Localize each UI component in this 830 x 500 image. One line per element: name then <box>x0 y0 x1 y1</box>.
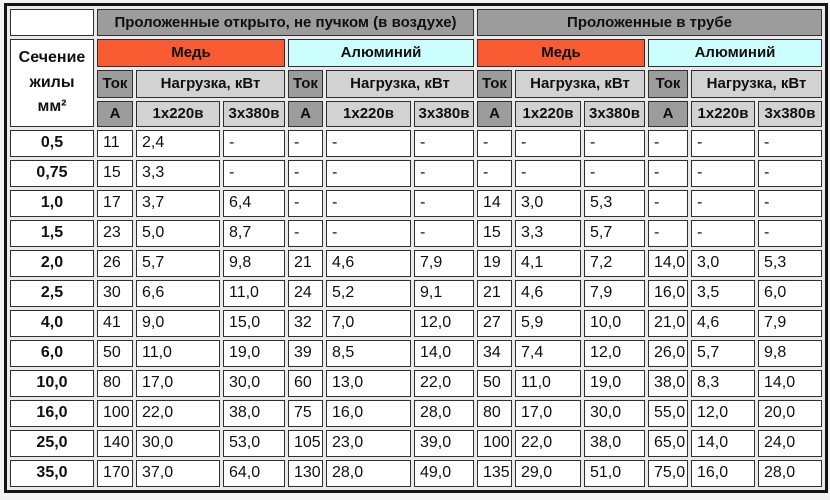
value-cell: 7,9 <box>758 310 822 337</box>
amp-unit-header: А <box>477 101 512 127</box>
value-cell: 14,0 <box>691 430 755 457</box>
value-cell: 2,4 <box>136 130 220 157</box>
value-cell: 6,4 <box>223 190 285 217</box>
value-cell: 12,0 <box>691 400 755 427</box>
value-cell: 30,0 <box>584 400 645 427</box>
table-header <box>10 9 822 127</box>
value-cell: 15,0 <box>223 310 285 337</box>
value-cell: 60 <box>288 370 323 397</box>
value-cell: 4,6 <box>691 310 755 337</box>
current-header: Ток <box>477 70 512 98</box>
value-cell: - <box>758 220 822 247</box>
value-cell: 3,3 <box>136 160 220 187</box>
value-cell: - <box>223 160 285 187</box>
section-cell: 0,5 <box>10 130 94 157</box>
v220-unit-header: 1х220в <box>136 101 220 127</box>
section-cell: 25,0 <box>10 430 94 457</box>
value-cell: 32 <box>288 310 323 337</box>
table-row <box>10 130 822 157</box>
value-cell: 26 <box>97 250 133 277</box>
value-cell: 5,7 <box>136 250 220 277</box>
value-cell: 75 <box>288 400 323 427</box>
value-cell: - <box>584 130 645 157</box>
value-cell: 5,0 <box>136 220 220 247</box>
amp-unit-header: А <box>288 101 323 127</box>
v380-unit-header: 3х380в <box>223 101 285 127</box>
value-cell: 7,9 <box>414 250 474 277</box>
value-cell: 4,1 <box>515 250 581 277</box>
section-cell: 0,75 <box>10 160 94 187</box>
value-cell: 12,0 <box>414 310 474 337</box>
value-cell: - <box>691 160 755 187</box>
value-cell: - <box>288 190 323 217</box>
value-cell: 11 <box>97 130 133 157</box>
value-cell: 21 <box>288 250 323 277</box>
section-cell: 35,0 <box>10 460 94 487</box>
value-cell: 65,0 <box>648 430 688 457</box>
value-cell: 28,0 <box>758 460 822 487</box>
value-cell: 5,7 <box>584 220 645 247</box>
value-cell: - <box>515 130 581 157</box>
value-cell: 5,7 <box>691 340 755 367</box>
value-cell: 21 <box>477 280 512 307</box>
value-cell: - <box>648 130 688 157</box>
value-cell: 12,0 <box>584 340 645 367</box>
material-header-row <box>10 39 822 67</box>
value-cell: 16,0 <box>326 400 411 427</box>
value-cell: 16,0 <box>648 280 688 307</box>
value-cell: 5,3 <box>758 250 822 277</box>
value-cell: 49,0 <box>414 460 474 487</box>
value-cell: 27 <box>477 310 512 337</box>
corner-empty-cell <box>10 9 94 36</box>
units-header-row <box>10 101 822 127</box>
value-cell: - <box>758 190 822 217</box>
value-cell: 53,0 <box>223 430 285 457</box>
table-row <box>10 220 822 247</box>
value-cell: 9,0 <box>136 310 220 337</box>
value-cell: - <box>648 190 688 217</box>
material-header-aluminum-air: Алюминий <box>288 39 474 67</box>
value-cell: 19,0 <box>584 370 645 397</box>
amp-unit-header: А <box>648 101 688 127</box>
value-cell: 7,4 <box>515 340 581 367</box>
load-header: Нагрузка, кВт <box>691 70 822 98</box>
value-cell: 3,0 <box>691 250 755 277</box>
value-cell: 7,9 <box>584 280 645 307</box>
value-cell: 16,0 <box>691 460 755 487</box>
table-body <box>10 130 822 487</box>
value-cell: - <box>515 160 581 187</box>
value-cell: 5,2 <box>326 280 411 307</box>
value-cell: 21,0 <box>648 310 688 337</box>
table-row <box>10 310 822 337</box>
value-cell: - <box>223 130 285 157</box>
value-cell: 4,6 <box>326 250 411 277</box>
table-row <box>10 340 822 367</box>
value-cell: 11,0 <box>136 340 220 367</box>
value-cell: - <box>758 130 822 157</box>
value-cell: 80 <box>477 400 512 427</box>
table-row <box>10 250 822 277</box>
value-cell: 17,0 <box>515 400 581 427</box>
value-cell: - <box>414 220 474 247</box>
value-cell: 15 <box>477 220 512 247</box>
value-cell: - <box>648 160 688 187</box>
value-cell: 7,0 <box>326 310 411 337</box>
current-header: Ток <box>97 70 133 98</box>
value-cell: 11,0 <box>223 280 285 307</box>
value-cell: 10,0 <box>584 310 645 337</box>
value-cell: 11,0 <box>515 370 581 397</box>
value-cell: 39 <box>288 340 323 367</box>
value-cell: - <box>288 130 323 157</box>
value-cell: 23,0 <box>326 430 411 457</box>
value-cell: 38,0 <box>648 370 688 397</box>
section-cell: 1,5 <box>10 220 94 247</box>
value-cell: - <box>414 160 474 187</box>
load-header: Нагрузка, кВт <box>326 70 474 98</box>
group-header-row <box>10 9 822 36</box>
group-header-air: Проложенные открыто, не пучком (в воздухе) <box>97 9 474 36</box>
value-cell: 100 <box>97 400 133 427</box>
value-cell: - <box>691 220 755 247</box>
section-cell: 2,0 <box>10 250 94 277</box>
value-cell: 3,5 <box>691 280 755 307</box>
value-cell: 51,0 <box>584 460 645 487</box>
value-cell: - <box>477 160 512 187</box>
value-cell: 13,0 <box>326 370 411 397</box>
value-cell: 5,3 <box>584 190 645 217</box>
value-cell: 17,0 <box>136 370 220 397</box>
value-cell: 22,0 <box>136 400 220 427</box>
value-cell: - <box>326 190 411 217</box>
value-cell: 30,0 <box>136 430 220 457</box>
value-cell: 39,0 <box>414 430 474 457</box>
value-cell: - <box>326 160 411 187</box>
value-cell: 14 <box>477 190 512 217</box>
value-cell: 22,0 <box>414 370 474 397</box>
value-cell: 15 <box>97 160 133 187</box>
value-cell: 6,6 <box>136 280 220 307</box>
value-cell: 20,0 <box>758 400 822 427</box>
v380-unit-header: 3х380в <box>758 101 822 127</box>
v220-unit-header: 1х220в <box>691 101 755 127</box>
value-cell: - <box>326 220 411 247</box>
value-cell: 24 <box>288 280 323 307</box>
value-cell: 55,0 <box>648 400 688 427</box>
v380-unit-header: 3х380в <box>414 101 474 127</box>
v220-unit-header: 1х220в <box>326 101 411 127</box>
value-cell: 3,3 <box>515 220 581 247</box>
table-row <box>10 190 822 217</box>
section-cell: 6,0 <box>10 340 94 367</box>
value-cell: 8,7 <box>223 220 285 247</box>
v380-unit-header: 3х380в <box>584 101 645 127</box>
table-row <box>10 280 822 307</box>
value-cell: 24,0 <box>758 430 822 457</box>
value-cell: 3,0 <box>515 190 581 217</box>
value-cell: 50 <box>97 340 133 367</box>
value-cell: - <box>584 160 645 187</box>
sub-header-row <box>10 70 822 98</box>
value-cell: 100 <box>477 430 512 457</box>
material-header-copper-air: Медь <box>97 39 285 67</box>
value-cell: 23 <box>97 220 133 247</box>
value-cell: 34 <box>477 340 512 367</box>
v220-unit-header: 1х220в <box>515 101 581 127</box>
value-cell: 9,8 <box>758 340 822 367</box>
value-cell: 9,8 <box>223 250 285 277</box>
group-header-pipe: Проложенные в трубе <box>477 9 822 36</box>
section-cell: 10,0 <box>10 370 94 397</box>
value-cell: 28,0 <box>326 460 411 487</box>
current-header: Ток <box>288 70 323 98</box>
section-cell: 2,5 <box>10 280 94 307</box>
value-cell: 8,3 <box>691 370 755 397</box>
value-cell: 6,0 <box>758 280 822 307</box>
value-cell: 14,0 <box>758 370 822 397</box>
wire-capacity-table <box>4 3 828 493</box>
value-cell: 4,6 <box>515 280 581 307</box>
value-cell: 9,1 <box>414 280 474 307</box>
section-cell: 16,0 <box>10 400 94 427</box>
value-cell: 37,0 <box>136 460 220 487</box>
value-cell: - <box>288 160 323 187</box>
table-row <box>10 160 822 187</box>
material-header-copper-pipe: Медь <box>477 39 645 67</box>
value-cell: 14,0 <box>648 250 688 277</box>
value-cell: 7,2 <box>584 250 645 277</box>
section-cell: 4,0 <box>10 310 94 337</box>
value-cell: 8,5 <box>326 340 411 367</box>
value-cell: 28,0 <box>414 400 474 427</box>
value-cell: - <box>758 160 822 187</box>
value-cell: 19,0 <box>223 340 285 367</box>
current-header: Ток <box>648 70 688 98</box>
table-row <box>10 430 822 457</box>
value-cell: 38,0 <box>223 400 285 427</box>
section-column-header: Сечение жилы мм² <box>10 39 94 127</box>
value-cell: - <box>414 190 474 217</box>
value-cell: 80 <box>97 370 133 397</box>
load-header: Нагрузка, кВт <box>515 70 645 98</box>
table-row <box>10 460 822 487</box>
value-cell: 5,9 <box>515 310 581 337</box>
value-cell: 41 <box>97 310 133 337</box>
value-cell: 38,0 <box>584 430 645 457</box>
value-cell: 30 <box>97 280 133 307</box>
value-cell: 140 <box>97 430 133 457</box>
value-cell: 14,0 <box>414 340 474 367</box>
value-cell: 29,0 <box>515 460 581 487</box>
value-cell: 22,0 <box>515 430 581 457</box>
amp-unit-header: А <box>97 101 133 127</box>
value-cell: 17 <box>97 190 133 217</box>
value-cell: 130 <box>288 460 323 487</box>
value-cell: - <box>288 220 323 247</box>
value-cell: - <box>648 220 688 247</box>
value-cell: 170 <box>97 460 133 487</box>
value-cell: 135 <box>477 460 512 487</box>
value-cell: 30,0 <box>223 370 285 397</box>
value-cell: - <box>477 130 512 157</box>
value-cell: - <box>414 130 474 157</box>
table-row <box>10 400 822 427</box>
value-cell: 75,0 <box>648 460 688 487</box>
load-header: Нагрузка, кВт <box>136 70 285 98</box>
value-cell: - <box>326 130 411 157</box>
value-cell: 19 <box>477 250 512 277</box>
section-cell: 1,0 <box>10 190 94 217</box>
value-cell: 50 <box>477 370 512 397</box>
value-cell: 105 <box>288 430 323 457</box>
material-header-aluminum-pipe: Алюминий <box>648 39 822 67</box>
value-cell: 64,0 <box>223 460 285 487</box>
value-cell: - <box>691 130 755 157</box>
value-cell: 3,7 <box>136 190 220 217</box>
value-cell: - <box>691 190 755 217</box>
table-row <box>10 370 822 397</box>
value-cell: 26,0 <box>648 340 688 367</box>
